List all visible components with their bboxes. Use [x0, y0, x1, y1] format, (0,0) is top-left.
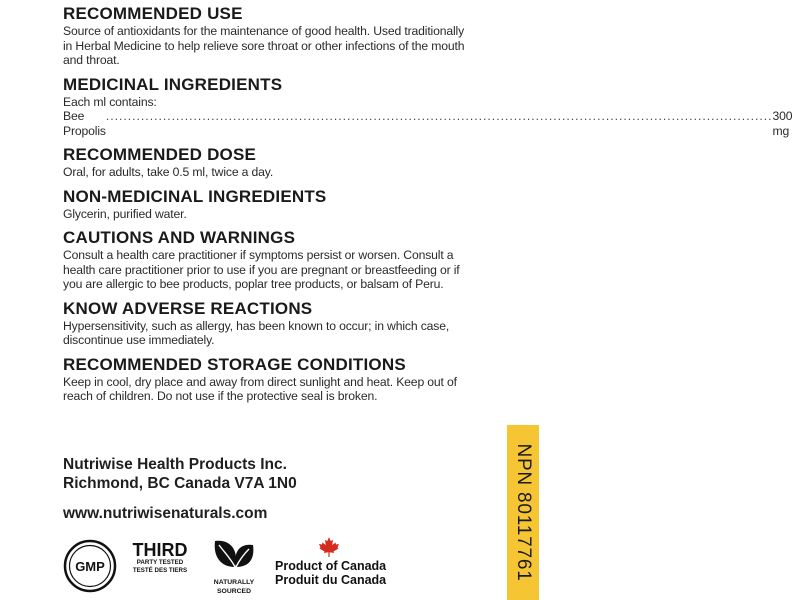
naturally-sourced-badge [203, 537, 265, 595]
section-heading: RECOMMENDED DOSE [63, 145, 257, 164]
product-of-canada-fr: Produit du Canada [275, 573, 387, 587]
body-line: Hypersensitivity, such as allergy, has been known to occur; in which case, [63, 318, 450, 333]
section-body [63, 24, 493, 68]
sourced-text: SOURCED [217, 587, 251, 595]
company-name: Nutriwise Health Products Inc. [63, 456, 287, 473]
dot-leader: ........................................................................................................................................................ [105, 109, 773, 123]
section-recommended-dose [63, 145, 493, 180]
third-line1: PARTY TESTED [136, 559, 184, 566]
gmp-badge-icon [63, 539, 117, 593]
third-line2: TESTÉ DES TIERS [132, 567, 188, 574]
leaves-icon [209, 537, 259, 573]
body-line: in Herbal Medicine to help relieve sore throat or other infections of the mouth [63, 38, 465, 53]
ingredient-name: Bee Propolis [63, 109, 106, 138]
company-website: www.nutriwisenaturals.com [63, 505, 268, 522]
body-line: Keep in cool, dry place and away from direct sunlight and heat. Keep out of [63, 374, 457, 389]
body-line: you are allergic to bee products, poplar tree products, or balsam of Peru. [63, 277, 444, 291]
product-of-canada-en: Product of Canada [275, 559, 387, 573]
section-cautions [63, 228, 493, 292]
body-line: Source of antioxidants for the maintenance of good health. Used traditionally [63, 24, 465, 38]
product-of-canada [275, 537, 395, 587]
company-address: Richmond, BC Canada V7A 1N0 [63, 475, 297, 492]
label-panel [63, 4, 792, 411]
section-body [63, 94, 792, 139]
company-block [63, 455, 297, 493]
npn-bar [507, 425, 539, 600]
section-body [63, 248, 493, 292]
certification-badges [63, 537, 503, 597]
section-recommended-use [63, 4, 493, 68]
section-body [63, 375, 493, 404]
ingredients-intro: Each ml contains: [63, 94, 157, 109]
body-line: Consult a health care practitioner if symptoms persist or worsen. Consult a [63, 248, 454, 262]
section-medicinal-ingredients [63, 74, 792, 139]
body-line: health care practitioner prior to use if you are pregnant or breastfeeding or if [63, 262, 460, 277]
section-heading: NON-MEDICINAL INGREDIENTS [63, 186, 327, 206]
body-line: Glycerin, purified water. [63, 206, 187, 221]
third-party-tested-badge [129, 541, 191, 575]
section-adverse-reactions [63, 299, 493, 348]
section-heading: CAUTIONS AND WARNINGS [63, 228, 296, 247]
section-body [63, 207, 493, 222]
body-line: reach of children. Do not use if the protective seal is broken. [63, 389, 378, 403]
section-heading: RECOMMENDED USE [63, 4, 243, 23]
section-body [63, 165, 493, 180]
body-line: discontinue use immediately. [63, 333, 215, 347]
section-heading: MEDICINAL INGREDIENTS [63, 74, 283, 94]
naturally-text: NATURALLY [213, 579, 255, 586]
section-body [63, 319, 493, 348]
body-line: and throat. [63, 53, 120, 67]
section-heading: RECOMMENDED STORAGE CONDITIONS [63, 354, 406, 374]
third-text: THIRD [132, 540, 188, 560]
maple-leaf-icon [275, 537, 395, 559]
gmp-text: GMP [75, 559, 105, 574]
section-non-medicinal [63, 187, 493, 222]
ingredient-amount: 300 mg [772, 109, 792, 138]
section-heading: KNOW ADVERSE REACTIONS [63, 298, 313, 318]
npn-number: NPN 80117761 [513, 443, 534, 582]
section-storage [63, 355, 493, 404]
body-line: Oral, for adults, take 0.5 ml, twice a day. [63, 165, 274, 179]
ingredient-row [63, 109, 792, 138]
